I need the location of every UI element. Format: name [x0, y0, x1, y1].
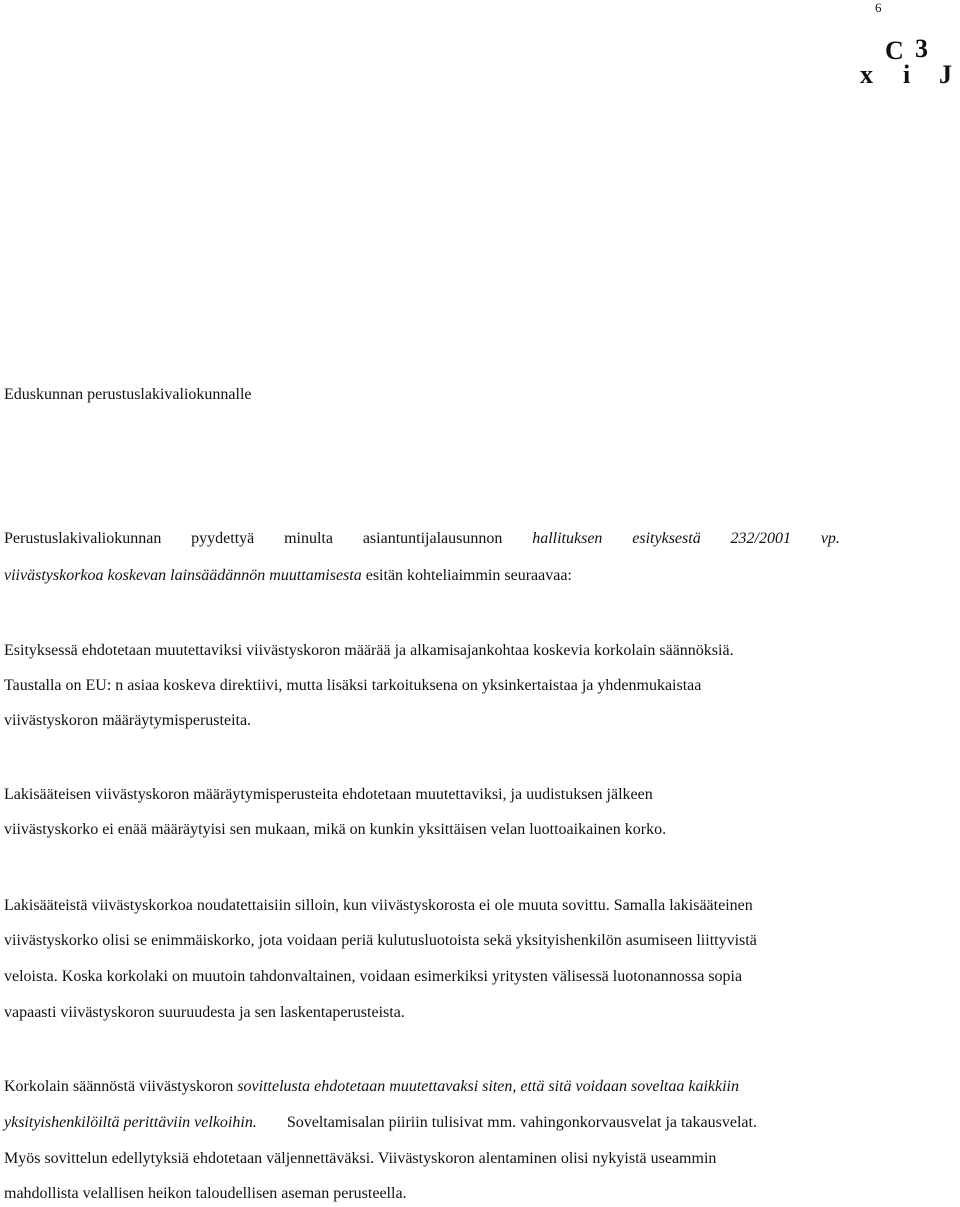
p4-line-1-italic: sovittelusta ehdotetaan muutettavaksi siten, että sitä voidaan soveltaa kaikkiin: [237, 1078, 739, 1095]
intro-italic-word: 232/2001: [730, 530, 791, 547]
intro-italic-word: hallituksen: [532, 530, 603, 547]
intro-word: Perustuslakivaliokunnan: [4, 530, 162, 547]
p2-line-2: viivästyskorko ei enää määräytyisi sen mukaan, mikä on kunkin yksittäisen velan luottoaikainen korko.: [4, 821, 667, 838]
p3-line-1: Lakisääteistä viivästyskorkoa noudatettaisiin silloin, kun viivästyskorosta ei ole muuta sovittu. Samalla lakisääteinen: [4, 897, 753, 914]
p1-line-3: viivästyskoron määräytymisperusteita.: [4, 712, 252, 729]
p4-line-2-normal: Soveltamisalan piiriin tulisivat mm. vahingonkorvausvelat ja takausvelat.: [286, 1114, 757, 1131]
intro-line-2: [4, 566, 572, 586]
stamp-letter-i: i: [903, 60, 911, 89]
intro-italic-word: vp.: [820, 530, 840, 547]
p3-line-2: viivästyskorko olisi se enimmäiskorko, jota voidaan periä kulutusluotoista sekä yksityishenkilön asumiseen liittyvistä: [4, 932, 757, 949]
p1-line-1: Esityksessä ehdotetaan muutettaviksi viivästyskoron määrää ja alkamisajankohtaa koskevia korkolain säännöksiä.: [4, 642, 734, 659]
intro-word: minulta: [284, 530, 333, 547]
intro-word: pyydettyä: [191, 530, 255, 547]
p4-line-1-normal: Korkolain säännöstä viivästyskoron: [4, 1078, 238, 1095]
p4-line-2-italic: yksityishenkilöiltä perittäviin velkoihin.: [4, 1114, 257, 1131]
intro-line-1: [4, 529, 840, 549]
p4-line-2: [4, 1113, 757, 1133]
p1-line-2: Taustalla on EU: n asiaa koskeva direktiivi, mutta lisäksi tarkoituksena on yksinkertaistaa ja yhdenmukaistaa: [4, 677, 702, 694]
p3-line-3: veloista. Koska korkolaki on muutoin tahdonvaltainen, voidaan esimerkiksi yritysten välisessä luotonannossa sopia: [4, 968, 743, 985]
addressee: Eduskunnan perustuslakivaliokunnalle: [4, 386, 252, 403]
intro-request: esitän kohteliaimmin seuraavaa:: [361, 567, 572, 584]
intro-subject: viivästyskorkoa koskevan lainsäädännön muuttamisesta: [4, 567, 362, 584]
intro-italic-word: esityksestä: [632, 530, 701, 547]
stamp-letter-j: J: [939, 60, 952, 89]
stamp-letter-c: C: [885, 36, 904, 65]
intro-word: asiantuntijalausunnon: [362, 530, 503, 547]
p3-line-4: vapaasti viivästyskoron suuruudesta ja sen laskentaperusteista.: [4, 1004, 405, 1021]
stamp-letter-x: x: [860, 60, 873, 89]
page-number: 6: [875, 0, 882, 15]
p4-line-4: mahdollista velallisen heikon taloudellisen aseman perusteella.: [4, 1185, 407, 1202]
p4-line-3: Myös sovittelun edellytyksiä ehdotetaan väljennettäväksi. Viivästyskoron alentaminen olisi nykyistä useammin: [4, 1150, 717, 1167]
p4-line-1: [4, 1077, 739, 1097]
stamp-digit-3: 3: [915, 34, 928, 63]
p2-line-1: Lakisääteisen viivästyskoron määräytymisperusteita ehdotetaan muutettaviksi, ja uudistuksen jälkeen: [4, 786, 653, 803]
